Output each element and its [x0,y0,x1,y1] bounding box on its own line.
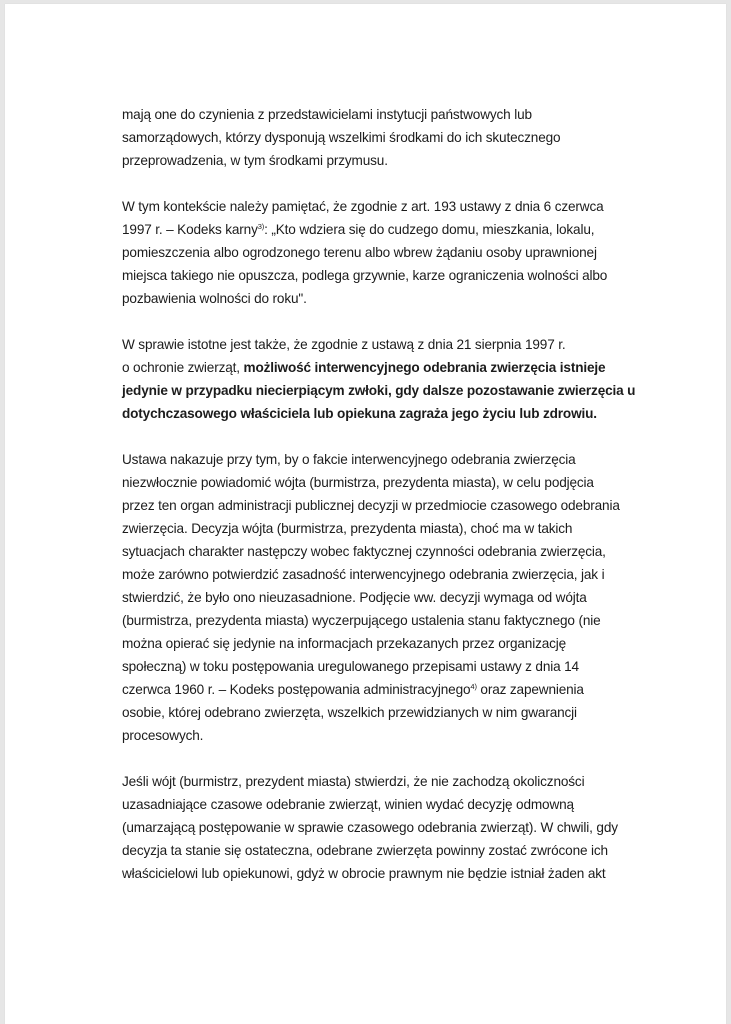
document-body [122,103,642,908]
text-segment: (umarzającą postępowanie w sprawie czasowego odebrania zwierząt). W chwili, gdy [122,820,618,835]
text-line [122,264,642,287]
text-segment: 1997 r. – Kodeks karny [122,222,258,237]
text-segment: samorządowych, którzy dysponują wszelkimi środkami do ich skutecznego [122,130,561,145]
text-segment: : „Kto wdziera się do cudzego domu, mieszkania, lokalu, [264,222,595,237]
text-segment: (burmistrza, prezydenta miasta) wyczerpującego ustalenia stanu faktycznego (nie [122,613,601,628]
text-segment: procesowych. [122,728,204,743]
text-line [122,333,642,356]
text-segment: zwierzęcia. Decyzja wójta (burmistrza, prezydenta miasta), choć ma w takich [122,521,573,536]
text-segment: niezwłocznie powiadomić wójta (burmistrza, prezydenta miasta), w celu podjęcia [122,475,594,490]
text-segment: społeczną) w toku postępowania uregulowanego przepisami ustawy z dnia 14 [122,659,579,674]
text-segment: Ustawa nakazuje przy tym, by o fakcie interwencyjnego odebrania zwierzęcia [122,452,576,467]
text-line [122,816,642,839]
text-line [122,356,642,379]
emphasized-text: jedynie w przypadku niecierpiącym zwłoki, gdy dalsze pozostawanie zwierzęcia u [122,383,636,398]
text-line [122,770,642,793]
text-line [122,862,642,885]
text-segment: Jeśli wójt (burmistrz, prezydent miasta) stwierdzi, że nie zachodzą okoliczności [122,774,585,789]
footnote-reference: 4) [470,682,477,691]
text-line [122,517,642,540]
text-segment: W sprawie istotne jest także, że zgodnie z ustawą z dnia 21 sierpnia 1997 r. [122,337,566,352]
emphasized-text: dotychczasowego właściciela lub opiekuna zagraża jego życiu lub zdrowiu. [122,406,597,421]
paragraph [122,103,642,172]
text-line [122,563,642,586]
text-line [122,218,642,241]
text-segment: właścicielowi lub opiekunowi, gdyż w obrocie prawnym nie będzie istniał żaden akt [122,866,606,881]
text-line [122,195,642,218]
text-line [122,839,642,862]
text-line [122,287,642,310]
text-line [122,126,642,149]
text-segment: sytuacjach charakter następczy wobec faktycznej czynności odebrania zwierzęcia, [122,544,606,559]
text-line [122,793,642,816]
text-segment: decyzja ta stanie się ostateczna, odebrane zwierzęta powinny zostać zwrócone ich [122,843,608,858]
text-line [122,586,642,609]
text-line [122,402,642,425]
text-segment: przeprowadzenia, w tym środkami przymusu. [122,153,388,168]
text-line [122,678,642,701]
text-segment: stwierdzić, że było ono nieuzasadnione. Podjęcie ww. decyzji wymaga od wójta [122,590,587,605]
text-segment: może zarówno potwierdzić zasadność interwencyjnego odebrania zwierzęcia, jak i [122,567,605,582]
text-segment: można opierać się jedynie na informacjach przekazanych przez organizację [122,636,567,651]
text-segment: przez ten organ administracji publicznej decyzji w przedmiocie czasowego odebrania [122,498,620,513]
text-line [122,609,642,632]
text-line [122,655,642,678]
paragraph [122,333,642,425]
text-segment: o ochronie zwierząt, [122,360,244,375]
document-page [5,4,726,1024]
paragraph [122,448,642,747]
emphasized-text: możliwość interwencyjnego odebrania zwierzęcia istnieje [243,360,606,375]
text-segment: osobie, której odebrano zwierzęta, wszelkich przewidzianych w nim gwarancji [122,705,577,720]
text-line [122,103,642,126]
text-segment: pomieszczenia albo ogrodzonego terenu albo wbrew żądaniu osoby uprawnionej [122,245,597,260]
text-segment: miejsca takiego nie opuszcza, podlega grzywnie, karze ograniczenia wolności albo [122,268,608,283]
text-segment: czerwca 1960 r. – Kodeks postępowania administracyjnego [122,682,471,697]
text-line [122,149,642,172]
text-line [122,241,642,264]
text-line [122,471,642,494]
text-segment: mają one do czynienia z przedstawicielami instytucji państwowych lub [122,107,532,122]
text-line [122,379,642,402]
text-line [122,448,642,471]
text-line [122,494,642,517]
text-segment: uzasadniające czasowe odebranie zwierząt, winien wydać decyzję odmowną [122,797,574,812]
text-line [122,540,642,563]
text-line [122,632,642,655]
text-line [122,701,642,724]
text-segment: pozbawienia wolności do roku". [122,291,307,306]
text-segment: oraz zapewnienia [476,682,584,697]
text-segment: W tym kontekście należy pamiętać, że zgodnie z art. 193 ustawy z dnia 6 czerwca [122,199,604,214]
footnote-reference: 3) [257,222,265,231]
paragraph [122,195,642,310]
paragraph [122,770,642,885]
text-line [122,724,642,747]
